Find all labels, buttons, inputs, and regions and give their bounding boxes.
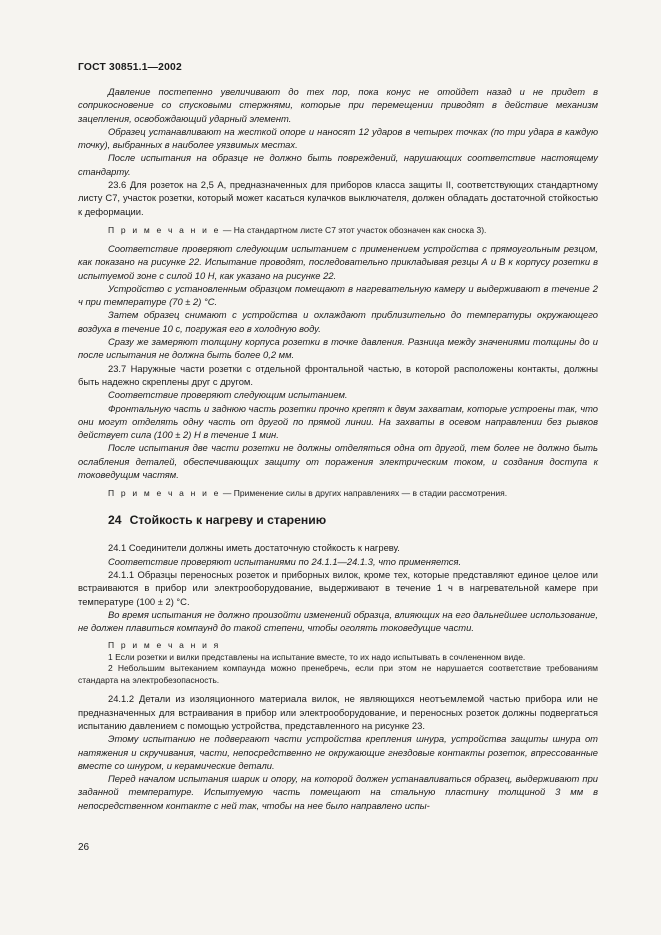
paragraph: Перед началом испытания шарик и опору, на которой должен устанавливаться образец, выдерживают при заданной температуре. Испытуемую часть помещают на стальную пластину толщиной 3 мм в непосредственном контакте с ней так, чтобы на нее было направлено испы- [78,773,598,811]
section-number: 24 [108,513,122,528]
note [78,487,598,499]
paragraph: Во время испытания не должно произойти изменений образца, влияющих на его дальнейшее использование, не должен плавиться компаунд до такой степени, чтобы оголять токоведущие части. [78,608,598,634]
paragraph: Соответствие проверяют испытаниями по 24.1.1—24.1.3, что применяется. [108,555,462,567]
paragraph: Давление постепенно увеличивают до тех пор, пока конус не отойдет назад и не придет в соприкосновение со спусковыми стержнями, которые при перемещении приводят в действие механизм зацепления, освобождающий ударный элемент. [78,86,598,124]
note [78,224,598,236]
clause-23-7: 23.7 Наружные части розетки с отдельной фронтальной частью, в которой расположены контакты, должны быть надежно скреплены друг с другом. [78,362,598,387]
note-text: — Применение силы в других направлениях — в стадии рассмотрения. [220,488,508,499]
note-item: 1 Если розетки и вилки представлены на испытание вместе, то их надо испытывать в сочлененном виде. [108,651,526,662]
clause-23-6: 23.6 Для розеток на 2,5 А, предназначенных для приборов класса защиты II, соответствующих стандартному листу С7, участок розетки, который может касаться кулачков выключателя, должен обладать достаточной стойкостью к деформации. [78,179,598,217]
clause-24-1: 24.1 Соединители должны иметь достаточную стойкость к нагреву. [108,542,400,554]
clause-24-1-1: 24.1.1 Образцы переносных розеток и приборных вилок, кроме тех, которые представляют единое целое или встраиваются в прибор или электрооборудование, выдерживают в течение 1 ч в нагревательной камере при температуре (100 ± 2) °С. [78,568,598,607]
paragraph: Этому испытанию не подвергают части устройства крепления шнура, устройства защиты шнура от натяжения и скручивания, части, непосредственно не окружающие гнездовые контакты розеток, впрессованные вместе со шнуром, и керамические детали. [78,733,598,771]
document-header: ГОСТ 30851.1—2002 [78,62,182,73]
paragraph: После испытания на образце не должно быть повреждений, нарушающих соответствие настоящему стандарту. [78,152,598,177]
paragraph: После испытания две части розетки не должны отделяться одна от другой, тем более не должно быть ослабления деталей, обеспечивающих защиту от поражения электрическим током, и создания доступа к токоведущим частям. [78,442,598,481]
note-label: П р и м е ч а н и е [108,488,221,499]
paragraph: Фронтальную часть и заднюю часть розетки прочно крепят к двум захватам, которые устроены так, что они могут отделять одну часть от другой по прямой линии. На захваты в осевом направлении без рывков действует сила (100 ± 2) Н в течение 1 мин. [78,402,598,441]
page-number: 26 [78,842,90,853]
paragraph: Сразу же замеряют толщину корпуса розетки в точке давления. Разница между значениями толщины до и после испытания не должна быть более 0,2 мм. [78,336,598,361]
note-label: П р и м е ч а н и е [108,224,221,235]
paragraph: Затем образец снимают с устройства и охлаждают приблизительно до температуры окружающего воздуха в течение 10 с, погружая его в холодную воду. [78,309,598,334]
clause-24-1-2: 24.1.2 Детали из изоляционного материала вилок, не являющихся неотъемлемой частью прибора или не предназначенных для встраивания в прибор или электрооборудование, и переносных розеток должны подвергаться испытанию давлением с помощью устройства, представленного на рисунке 23. [78,693,598,731]
paragraph: Устройство с установленным образцом помещают в нагревательную камеру и выдерживают в течение 2 ч при температуре (70 ± 2) °С. [78,282,598,308]
document-body [78,85,598,812]
section-title: Стойкость к нагреву и старению [129,513,327,528]
paragraph: Образец устанавливают на жесткой опоре и наносят 12 ударов в четырех точках (по три удара в каждую точку), выбранных в наиболее уязвимых местах. [78,125,598,151]
note-text: — На стандартном листе С7 этот участок обозначен как сноска 3). [220,224,487,235]
section-heading [108,513,598,527]
paragraph: Соответствие проверяют следующим испытанием. [108,389,348,401]
notes-label: П р и м е ч а н и я [108,640,221,651]
note-item: 2 Небольшим вытеканием компаунда можно пренебречь, если при этом не нарушается соответствие требованиям стандарта на электробезопасность. [78,663,598,685]
paragraph: Соответствие проверяют следующим испытанием с применением устройства с прямоугольным резцом, как показано на рисунке 22. Испытание проводят, последовательно прикладывая резцы А и В к корпусу розетки в испытуемой зоне с силой 10 Н, как указано на рисунке 22. [78,242,598,281]
